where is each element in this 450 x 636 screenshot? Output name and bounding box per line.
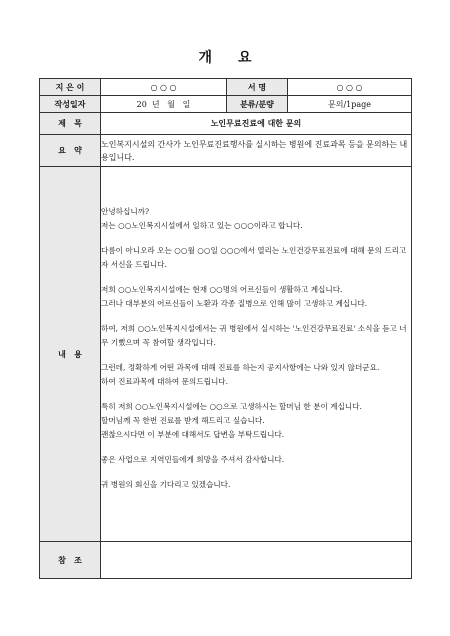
content-paragraph-7: 좋은 사업으로 지역민들에게 희망을 주셔서 감사합니다.	[101, 455, 285, 464]
summary-row	[40, 135, 412, 167]
summary-form-table	[39, 78, 412, 579]
title-char-2: 요	[238, 50, 252, 66]
content-paragraph-6: 특히 저희 ○○노인복지시설에는 ○○으로 고생하시는 할머님 한 분이 계십니다. 할머님께 꼭 한번 진료를 받게 해드리고 싶습니다. 괜찮으시다면 이 부분에 대해서도 답변을 부탁드립니다.	[101, 402, 362, 439]
subject-row	[40, 113, 412, 135]
date-row	[40, 96, 412, 113]
content-paragraph-4: 하여, 저희 ○○노인복지시설에서는 귀 병원에서 실시하는 '노인건강무료진료' 소식을 듣고 너무 기뻤으며 꼭 참여할 생각입니다.	[101, 324, 407, 347]
date-label: 작성일자	[40, 96, 101, 113]
category-label: 분류/분량	[227, 96, 288, 113]
content-paragraph-5: 그런데, 정확하게 어떤 과목에 대해 진료를 하는지 공지사항에는 나와 있지 않더군요. 하여 진료과목에 대하여 문의드립니다.	[101, 363, 380, 386]
subject-label: 제 목	[40, 113, 101, 135]
page-title	[0, 47, 450, 67]
content-row	[40, 167, 412, 542]
content-label: 내 용	[40, 167, 101, 542]
author-row	[40, 79, 412, 96]
signature-label: 서 명	[227, 79, 288, 96]
reference-label: 참 조	[40, 542, 101, 579]
reference-row	[40, 542, 412, 579]
signature-value: ○ ○ ○	[288, 79, 412, 96]
category-value: 문의/1page	[288, 96, 412, 113]
summary-label: 요 약	[40, 135, 101, 167]
author-label: 지 은 이	[40, 79, 101, 96]
content-paragraph-3: 저희 ○○노인복지시설에는 현재 ○○명의 어르신들이 생활하고 계십니다. 그러나 대부분의 어르신들이 노환과 각종 질병으로 인해 많이 고생하고 계십니다.	[101, 285, 368, 308]
subject-value: 노인무료진료에 대한 문의	[101, 113, 412, 135]
date-value: 20 년 월 일	[101, 96, 227, 113]
content-paragraph-2: 다름이 아니오라 오는 ○○월 ○○일 ○○○에서 열리는 노인건강무료진료에 대해 문의 드리고자 서신을 드립니다.	[101, 246, 407, 269]
summary-value: 노인복지시설의 간사가 노인무료진료행사를 실시하는 병원에 진료과목 등을 문의하는 내용입니다.	[101, 135, 412, 167]
title-char-1: 개	[198, 50, 212, 66]
content-body	[101, 167, 412, 542]
author-value: ○ ○ ○	[101, 79, 227, 96]
content-paragraph-8: 귀 병원의 회신을 기다리고 있겠습니다.	[101, 480, 231, 489]
reference-value	[101, 542, 412, 579]
content-paragraph-1: 안녕하십니까? 저는 ○○노인복지시설에서 일하고 있는 ○○○이라고 합니다.	[101, 207, 303, 230]
